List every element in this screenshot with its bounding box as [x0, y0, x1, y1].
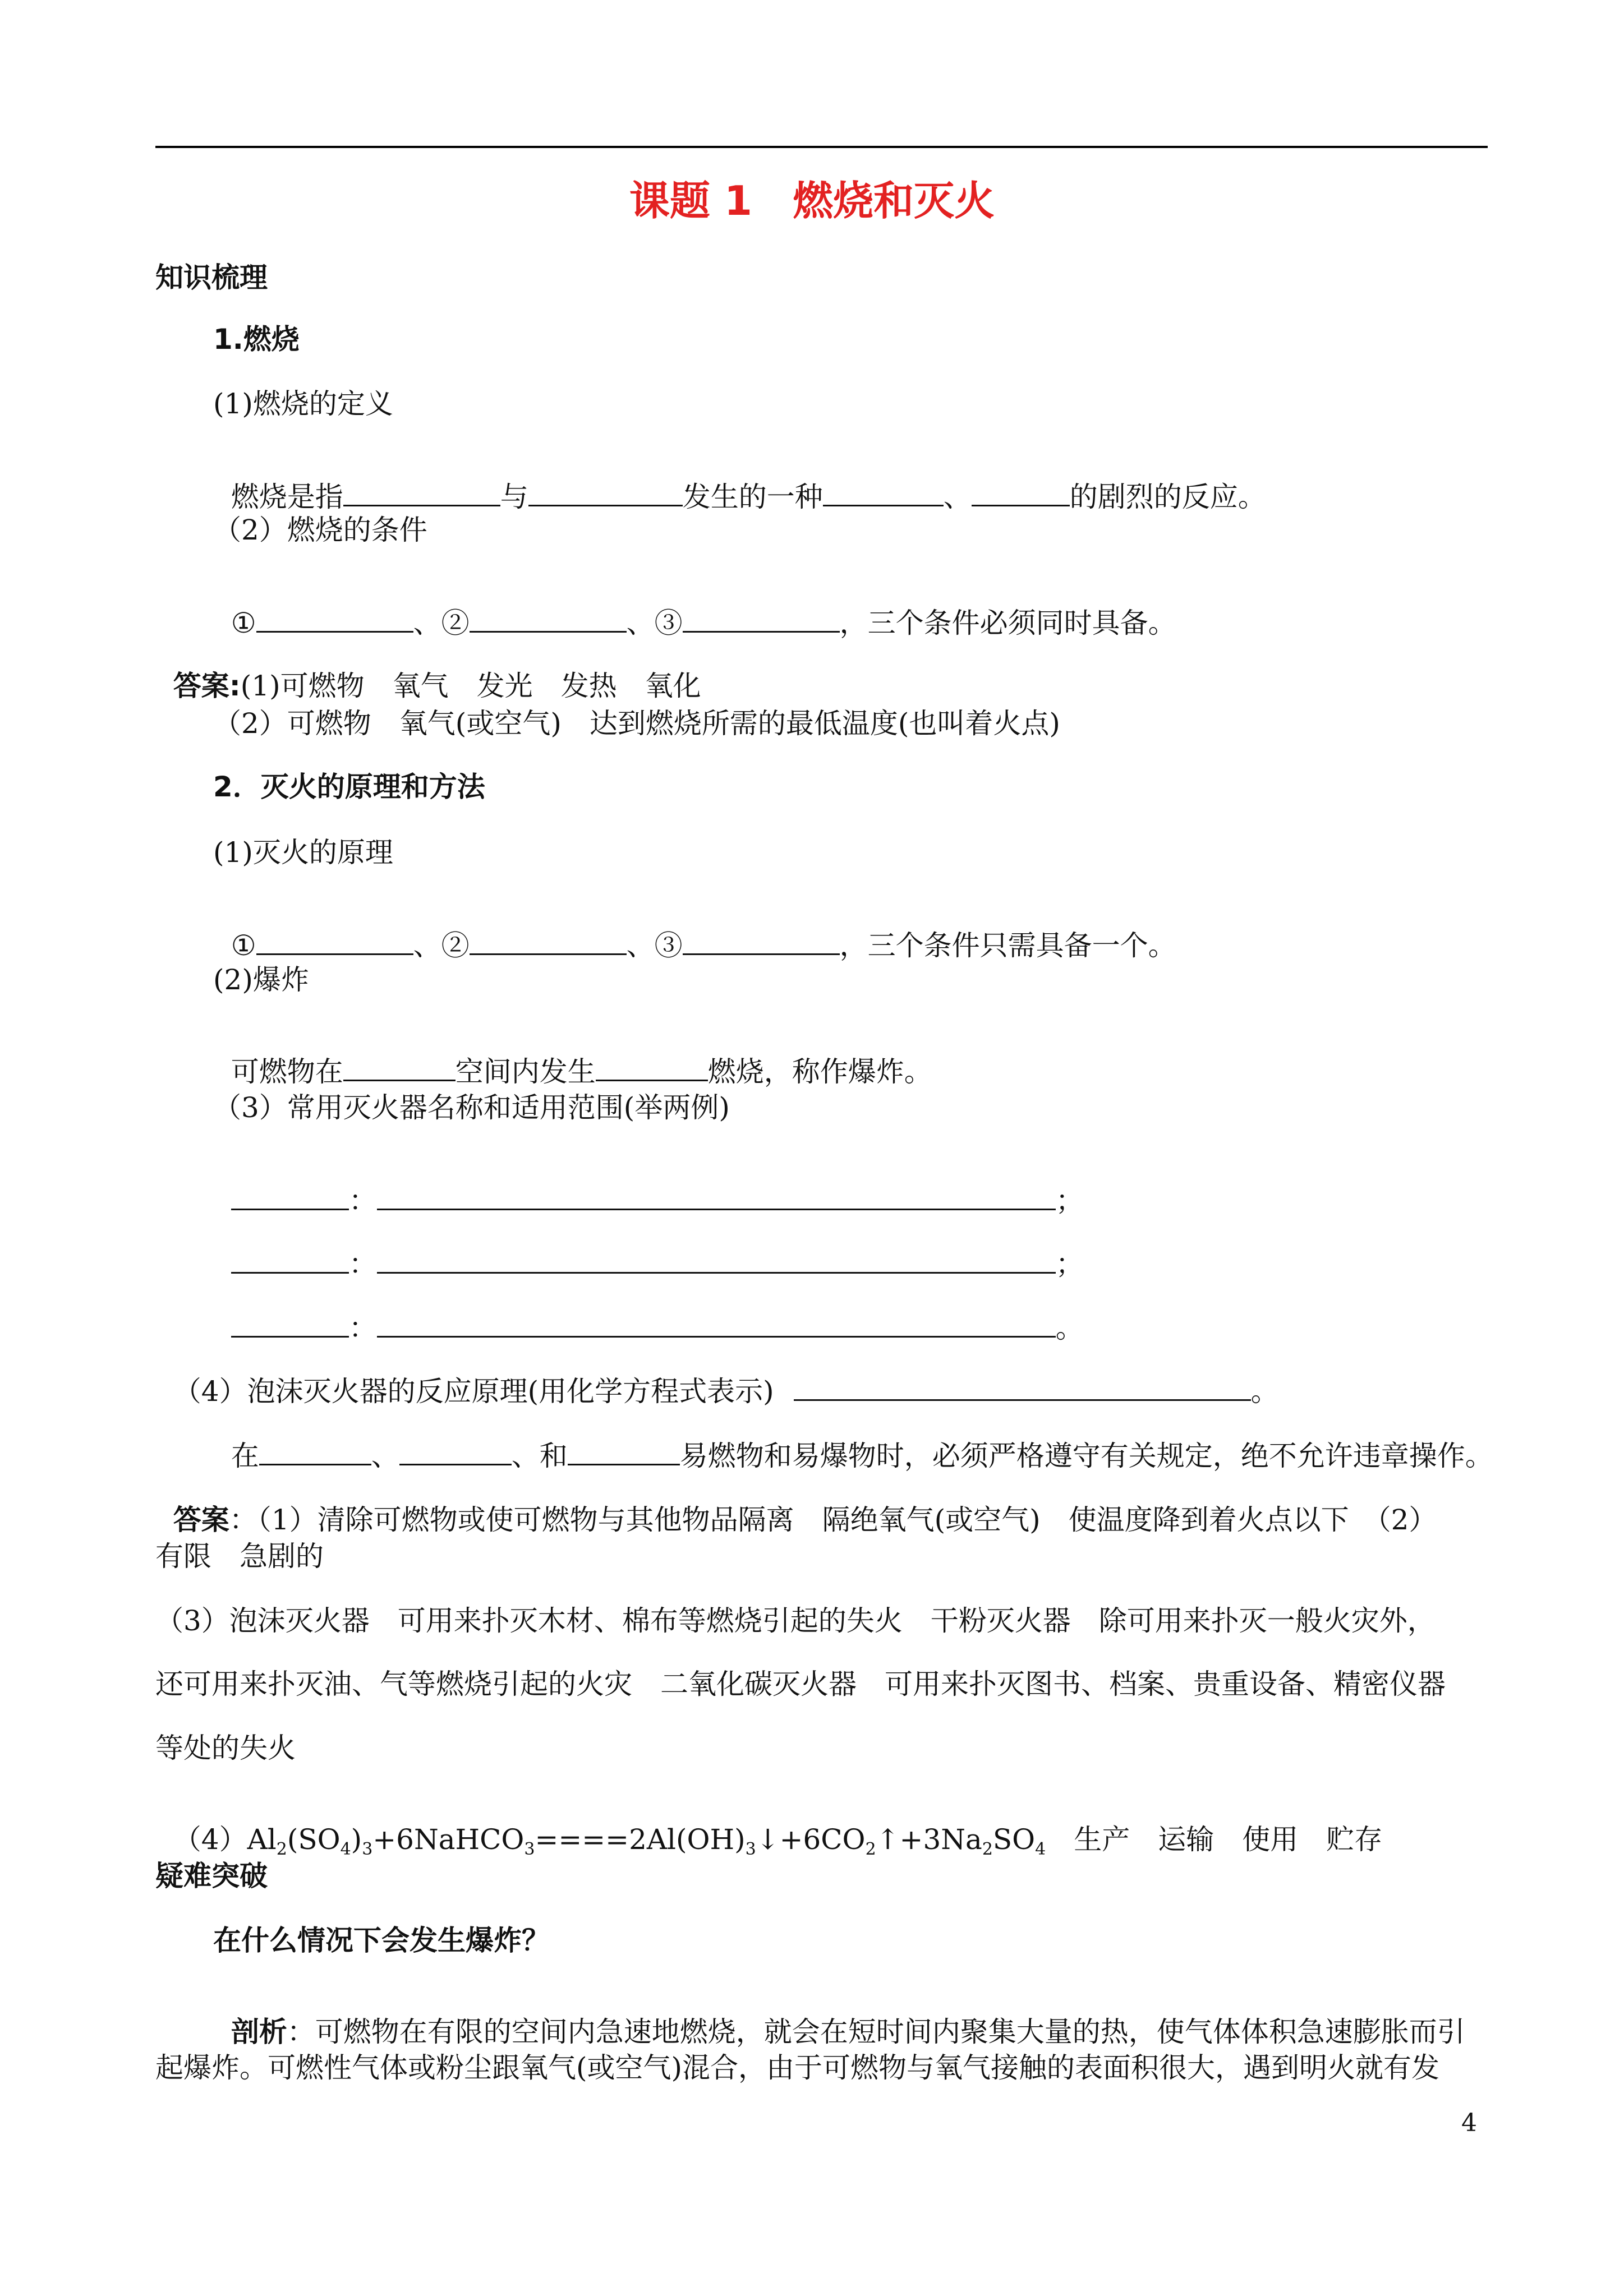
text: 在	[231, 1440, 259, 1472]
text: 。	[1055, 1312, 1084, 1344]
blank-field[interactable]	[231, 1313, 349, 1338]
blank-field[interactable]	[528, 482, 683, 506]
text: ：（1）清除可燃物或使可燃物与其他物品隔离 隔绝氧气(或空气) 使温度降到着火点以下 （2）	[229, 1504, 1437, 1536]
label-principle: (1)灭火的原理	[213, 836, 393, 869]
blank-field[interactable]	[377, 1313, 1056, 1338]
text: 空间内发生	[455, 1055, 596, 1088]
section-heading-difficult: 疑难突破	[155, 1860, 268, 1892]
blank-field[interactable]	[399, 1441, 512, 1465]
text: ：	[348, 1248, 377, 1280]
analysis-line-1	[213, 1990, 1465, 2046]
blank-field[interactable]	[343, 1057, 456, 1081]
answer-2-line-3: （3）泡沫灭火器 可用来扑灭木材、棉布等燃烧引起的失火 干粉灭火器 除可用来扑灭一般火灾外，	[155, 1605, 1436, 1637]
answer-2-line-1	[155, 1478, 1437, 1534]
page-title: 课题 1 燃烧和灭火	[629, 177, 995, 224]
blank-field[interactable]	[256, 608, 413, 633]
blank-field[interactable]	[377, 1186, 1056, 1210]
analysis-line-2: 起爆炸。可燃性气体或粉尘跟氧气(或空气)混合，由于可燃物与氧气接触的表面积很大，遇到明火就有发	[155, 2051, 1440, 2084]
text: ：	[348, 1184, 377, 1217]
foam-equation-fill-line	[155, 1349, 1279, 1408]
text: （4）	[173, 1823, 247, 1856]
text: ①	[231, 607, 256, 639]
answer-2-line-5: 等处的失火	[155, 1732, 296, 1764]
blank-field[interactable]	[596, 1057, 708, 1081]
section-heading-knowledge: 知识梳理	[155, 261, 268, 294]
text: ，三个条件只需具备一个。	[839, 929, 1176, 962]
blank-field[interactable]	[470, 931, 627, 955]
blank-field[interactable]	[231, 1250, 349, 1274]
analysis-label: 剖析	[231, 2016, 287, 2048]
blank-field[interactable]	[259, 1441, 371, 1465]
explosion-fill-line	[213, 1029, 932, 1086]
answer-2-equation-line	[155, 1797, 1383, 1859]
extinguisher-fill-line-1	[213, 1158, 1084, 1215]
blank-field[interactable]	[972, 482, 1070, 506]
principle-fill-line	[213, 903, 1176, 960]
blank-field[interactable]	[794, 1377, 1251, 1401]
text: 的剧烈的反应。	[1069, 481, 1266, 513]
blank-field[interactable]	[256, 931, 413, 955]
answer-2-line-2: 有限 急剧的	[155, 1540, 324, 1573]
text: ：可燃物在有限的空间内急速地燃烧，就会在短时间内聚集大量的热，使气体体积急速膨胀而引	[287, 2016, 1465, 2048]
text: ：	[348, 1312, 377, 1344]
text: ①	[231, 929, 256, 962]
label-conditions: （2）燃烧的条件	[213, 514, 427, 546]
text: 、②	[413, 929, 470, 962]
text: 易燃物和易爆物时，必须严格遵守有关规定，绝不允许违章操作。	[679, 1440, 1493, 1472]
answer-label: 答案:	[173, 670, 241, 702]
text: 与	[500, 481, 528, 513]
text: (1)可燃物 氧气 发光 发热 氧化	[240, 670, 701, 702]
text: ；	[1055, 1184, 1084, 1217]
label-definition: (1)燃烧的定义	[213, 388, 393, 420]
blank-field[interactable]	[470, 608, 627, 633]
conditions-fill-line	[213, 580, 1176, 637]
label-extinguishers: （3）常用灭火器名称和适用范围(举两例)	[213, 1091, 730, 1124]
question-text: 在什么情况下会发生爆炸？	[213, 1924, 550, 1957]
blank-field[interactable]	[231, 1186, 349, 1210]
blank-field[interactable]	[377, 1250, 1056, 1274]
page-number: 4	[1461, 2109, 1477, 2137]
text: （4）泡沫灭火器的反应原理(用化学方程式表示)	[173, 1375, 774, 1408]
blank-field[interactable]	[683, 608, 840, 633]
answer-1-line-1	[155, 644, 701, 700]
heading-combustion: 1.燃烧	[213, 323, 300, 356]
extinguisher-fill-line-3	[213, 1285, 1084, 1342]
storage-fill-line	[213, 1413, 1493, 1470]
blank-field[interactable]	[683, 931, 840, 955]
answer-1-line-2: （2）可燃物 氧气(或空气) 达到燃烧所需的最低温度(也叫着火点)	[213, 707, 1060, 740]
text: 、和	[511, 1440, 568, 1472]
extinguisher-fill-line-2	[213, 1221, 1084, 1278]
label-explosion: (2)爆炸	[213, 963, 309, 996]
text: ，三个条件必须同时具备。	[839, 607, 1176, 639]
blank-field[interactable]	[343, 482, 500, 506]
chemical-equation: $Al_2(SO_4)_3+6NaHCO_3====2Al(OH)_3↓+6CO_2↑+3Na_2SO_4$	[247, 1823, 1046, 1859]
text: 燃烧是指	[231, 481, 343, 513]
blank-field[interactable]	[568, 1441, 680, 1465]
text: 生产 运输 使用 贮存	[1046, 1823, 1383, 1856]
text: 、③	[626, 607, 683, 639]
text: 可燃物在	[231, 1055, 343, 1088]
heading-extinguishing: 2．灭火的原理和方法	[213, 771, 485, 803]
blank-field[interactable]	[823, 482, 944, 506]
definition-fill-line	[213, 454, 1266, 511]
answer-2-line-4: 还可用来扑灭油、气等燃烧引起的火灾 二氧化碳灭火器 可用来扑灭图书、档案、贵重设备、精密仪器	[155, 1668, 1446, 1700]
text: 、③	[626, 929, 683, 962]
text: 、②	[413, 607, 470, 639]
text: 燃烧，称作爆炸。	[707, 1055, 932, 1088]
header-rule	[155, 146, 1488, 148]
text: 、	[371, 1440, 399, 1472]
text: ；	[1055, 1248, 1084, 1280]
answer-label: 答案	[173, 1504, 229, 1536]
text: 。	[1250, 1375, 1279, 1408]
text: 发生的一种	[682, 481, 823, 513]
text: 、	[943, 481, 972, 513]
